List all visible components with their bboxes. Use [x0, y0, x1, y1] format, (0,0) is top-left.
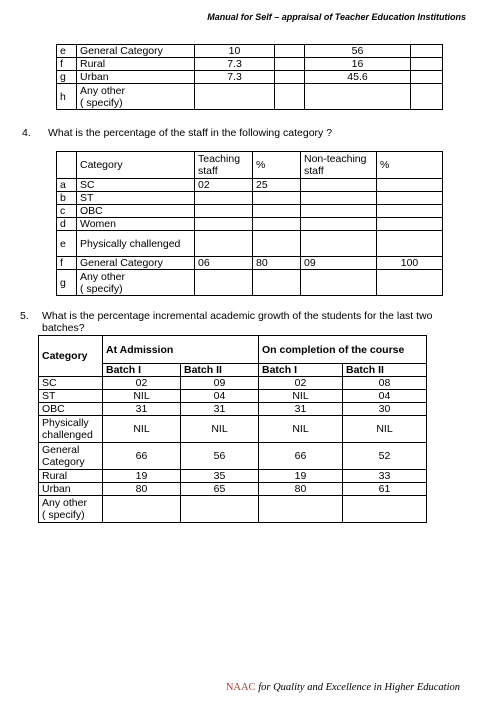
- table-row: [57, 84, 443, 110]
- cell-completion-batch-2: 30: [343, 403, 427, 416]
- header-nonteaching: Non-teaching staff: [301, 152, 377, 179]
- row-id: h: [57, 84, 77, 110]
- row-category: SC: [77, 179, 195, 192]
- table-row: [57, 218, 443, 231]
- row-category: Women: [77, 218, 195, 231]
- row-category: General Category: [77, 257, 195, 270]
- row-id: b: [57, 192, 77, 205]
- row-id: g: [57, 270, 77, 296]
- cell-completion-batch-1: NIL: [259, 390, 343, 403]
- cell-completion-batch-1: 66: [259, 443, 343, 470]
- cell-empty: [411, 45, 443, 58]
- table-row: [39, 443, 427, 470]
- cell-empty: [411, 71, 443, 84]
- cell-admission-batch-2: 04: [181, 390, 259, 403]
- cell-nonteaching: [301, 205, 377, 218]
- cell-admission-batch-2: NIL: [181, 416, 259, 443]
- cell-teaching: [195, 192, 253, 205]
- cell-empty: [275, 84, 305, 110]
- table-row: [39, 377, 427, 390]
- cell-value: 7.3: [195, 58, 275, 71]
- row-id: e: [57, 231, 77, 257]
- row-category: ST: [39, 390, 103, 403]
- cell-empty: [275, 58, 305, 71]
- table-row: [39, 496, 427, 523]
- table-row: [57, 205, 443, 218]
- cell-value: 45.6: [305, 71, 411, 84]
- cell-completion-batch-1: [259, 496, 343, 523]
- footer-brand: NAAC: [225, 682, 256, 693]
- header-at-admission: At Admission: [103, 336, 259, 364]
- row-category: General Category: [39, 443, 103, 470]
- cell-teaching: 02: [195, 179, 253, 192]
- row-category: Rural: [39, 470, 103, 483]
- header-batch-1: Batch I: [103, 364, 181, 377]
- table-row: [57, 231, 443, 257]
- cell-teaching: [195, 231, 253, 257]
- cell-empty: [411, 58, 443, 71]
- header-teaching: Teaching staff: [195, 152, 253, 179]
- cell-pct: [253, 205, 301, 218]
- header-batch-1: Batch I: [259, 364, 343, 377]
- cell-completion-batch-1: NIL: [259, 416, 343, 443]
- row-id: d: [57, 218, 77, 231]
- cell-nonteaching: 09: [301, 257, 377, 270]
- row-id: f: [57, 257, 77, 270]
- cell-pct: 25: [253, 179, 301, 192]
- question-number: 4.: [22, 127, 31, 139]
- cell-pct: [253, 192, 301, 205]
- cell-pct: [377, 218, 443, 231]
- cell-admission-batch-1: 66: [103, 443, 181, 470]
- cell-value: 10: [195, 45, 275, 58]
- cell-pct: [377, 231, 443, 257]
- cell-pct: 100: [377, 257, 443, 270]
- cell-admission-batch-2: 56: [181, 443, 259, 470]
- table-row: [39, 390, 427, 403]
- cell-admission-batch-2: 65: [181, 483, 259, 496]
- table-row: [39, 470, 427, 483]
- row-id: e: [57, 45, 77, 58]
- cell-admission-batch-1: NIL: [103, 390, 181, 403]
- academic-growth-table: [38, 335, 427, 523]
- cell-completion-batch-2: 61: [343, 483, 427, 496]
- cell-completion-batch-2: NIL: [343, 416, 427, 443]
- cell-pct: [377, 179, 443, 192]
- cell-completion-batch-2: [343, 496, 427, 523]
- cell-completion-batch-2: 52: [343, 443, 427, 470]
- row-category: Urban: [39, 483, 103, 496]
- cell-value: 16: [305, 58, 411, 71]
- header-category: Category: [77, 152, 195, 179]
- cell-admission-batch-1: 02: [103, 377, 181, 390]
- cell-admission-batch-1: [103, 496, 181, 523]
- row-category: Physically challenged: [39, 416, 103, 443]
- row-category: SC: [39, 377, 103, 390]
- page-footer: [0, 682, 460, 693]
- table-row: [39, 483, 427, 496]
- cell-admission-batch-1: NIL: [103, 416, 181, 443]
- cell-empty: [275, 71, 305, 84]
- cell-teaching: [195, 218, 253, 231]
- cell-pct: [377, 192, 443, 205]
- header-batch-2: Batch II: [181, 364, 259, 377]
- cell-pct: [253, 231, 301, 257]
- row-id: g: [57, 71, 77, 84]
- cell-admission-batch-2: [181, 496, 259, 523]
- table-header-row: [39, 336, 427, 364]
- cell-nonteaching: [301, 270, 377, 296]
- cell-teaching: [195, 205, 253, 218]
- table-row: [57, 58, 443, 71]
- header-percent: %: [377, 152, 443, 179]
- cell-admission-batch-2: 35: [181, 470, 259, 483]
- cell-completion-batch-1: 80: [259, 483, 343, 496]
- category-table-continued: [56, 44, 443, 110]
- question-text: What is the percentage incremental academic growth of the students for the last two batches?: [42, 310, 433, 334]
- cell-value: 56: [305, 45, 411, 58]
- header-empty: [57, 152, 77, 179]
- cell-teaching: 06: [195, 257, 253, 270]
- cell-nonteaching: [301, 231, 377, 257]
- row-category: General Category: [77, 45, 195, 58]
- cell-value: 7.3: [195, 71, 275, 84]
- cell-admission-batch-2: 09: [181, 377, 259, 390]
- footer-tagline: for Quality and Excellence in Higher Education: [255, 682, 460, 693]
- cell-admission-batch-1: 19: [103, 470, 181, 483]
- cell-nonteaching: [301, 192, 377, 205]
- cell-completion-batch-2: 33: [343, 470, 427, 483]
- cell-empty: [305, 84, 411, 110]
- header-category: Category: [39, 336, 103, 377]
- cell-nonteaching: [301, 218, 377, 231]
- cell-pct: 80: [253, 257, 301, 270]
- row-category: Physically challenged: [77, 231, 195, 257]
- table-row: [57, 71, 443, 84]
- table-row: [39, 403, 427, 416]
- row-category: Rural: [77, 58, 195, 71]
- row-category: Any other ( specify): [77, 270, 195, 296]
- cell-pct: [253, 270, 301, 296]
- cell-completion-batch-1: 31: [259, 403, 343, 416]
- cell-teaching: [195, 270, 253, 296]
- page-header: Manual for Self – appraisal of Teacher Education Institutions: [207, 12, 466, 22]
- table-row: [57, 192, 443, 205]
- row-category: OBC: [77, 205, 195, 218]
- cell-empty: [275, 45, 305, 58]
- question-text: What is the percentage of the staff in the following category ?: [48, 127, 333, 139]
- header-percent: %: [253, 152, 301, 179]
- header-batch-2: Batch II: [343, 364, 427, 377]
- table-row: [39, 416, 427, 443]
- row-category: Any other ( specify): [77, 84, 195, 110]
- cell-completion-batch-2: 08: [343, 377, 427, 390]
- row-category: ST: [77, 192, 195, 205]
- cell-empty: [195, 84, 275, 110]
- header-on-completion: On completion of the course: [259, 336, 427, 364]
- cell-admission-batch-2: 31: [181, 403, 259, 416]
- cell-admission-batch-1: 31: [103, 403, 181, 416]
- cell-pct: [377, 205, 443, 218]
- cell-empty: [411, 84, 443, 110]
- row-category: Any other ( specify): [39, 496, 103, 523]
- row-category: OBC: [39, 403, 103, 416]
- staff-percentage-table: [56, 151, 443, 296]
- table-row: [57, 270, 443, 296]
- row-id: a: [57, 179, 77, 192]
- question-number: 5.: [20, 310, 29, 322]
- cell-pct: [253, 218, 301, 231]
- cell-completion-batch-2: 04: [343, 390, 427, 403]
- cell-admission-batch-1: 80: [103, 483, 181, 496]
- cell-nonteaching: [301, 179, 377, 192]
- table-header-row: [57, 152, 443, 179]
- cell-completion-batch-1: 19: [259, 470, 343, 483]
- row-id: f: [57, 58, 77, 71]
- cell-completion-batch-1: 02: [259, 377, 343, 390]
- table-row: [57, 45, 443, 58]
- table-row: [57, 179, 443, 192]
- row-category: Urban: [77, 71, 195, 84]
- table-row: [57, 257, 443, 270]
- cell-pct: [377, 270, 443, 296]
- row-id: c: [57, 205, 77, 218]
